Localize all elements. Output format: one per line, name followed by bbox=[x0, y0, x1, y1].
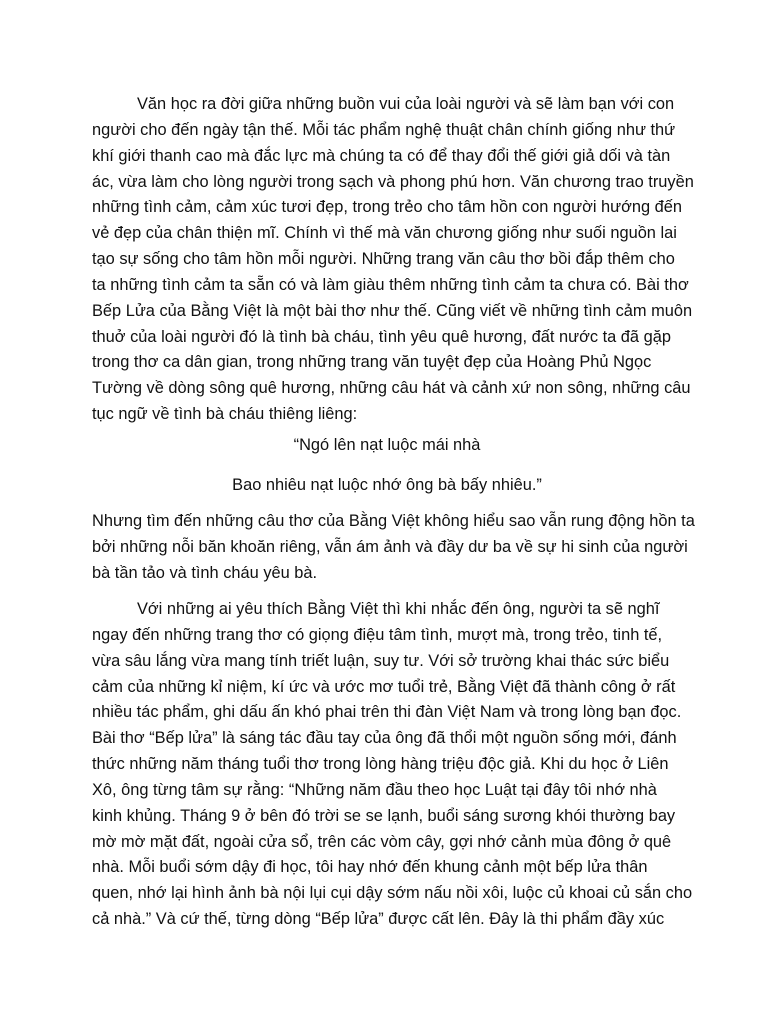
quote-line-2: Bao nhiêu nạt luộc nhớ ông bà bấy nhiêu.” bbox=[232, 476, 542, 494]
quote-line-1: “Ngó lên nạt luộc mái nhà bbox=[293, 436, 481, 454]
paragraph-line: Văn học ra đời giữa những buồn vui của loài người và sẽ làm bạn với con bbox=[137, 95, 675, 113]
paragraph-line: vừa sâu lắng vừa mang tính triết luận, suy tư. Với sở trường khai thác sức biểu bbox=[92, 651, 670, 670]
paragraph-line: Nhưng tìm đến những câu thơ của Bằng Việt không hiểu sao vẫn rung động hồn ta bbox=[92, 512, 695, 530]
paragraph-line: ác, vừa làm cho lòng người trong sạch và phong phú hơn. Văn chương trao truyền bbox=[92, 172, 694, 191]
paragraph-line: tục ngữ về tình bà cháu thiêng liêng: bbox=[92, 405, 358, 424]
paragraph-author bbox=[92, 597, 693, 933]
paragraph-line: ta những tình cảm ta sẵn có và làm giàu thêm những tình cảm ta chưa có. Bài thơ bbox=[92, 275, 689, 294]
paragraph-transition bbox=[92, 509, 695, 587]
paragraph-line: trong thơ ca dân gian, trong những trang văn tuyệt đẹp của Hoàng Phủ Ngọc bbox=[92, 353, 652, 372]
paragraph-line: nhiều tác phẩm, ghi dấu ấn khó phai trên thi đàn Việt Nam và trong lòng bạn đọc. bbox=[92, 703, 682, 722]
paragraph-line: vẻ đẹp của chân thiện mĩ. Chính vì thế mà văn chương giống như suối nguồn lai bbox=[92, 224, 677, 243]
paragraph-line: ngay đến những trang thơ có giọng điệu tâm tình, mượt mà, trong trẻo, tinh tế, bbox=[92, 625, 663, 644]
paragraph-line: Bếp Lửa của Bằng Việt là một bài thơ như thế. Cũng viết về những tình cảm muôn bbox=[92, 301, 693, 320]
paragraph-line: thuở của loài người đó là tình bà cháu, tình yêu quê hương, đất nước ta đã gặp bbox=[92, 327, 671, 346]
paragraph-line: Với những ai yêu thích Bằng Việt thì khi nhắc đến ông, người ta sẽ nghĩ bbox=[137, 600, 660, 618]
paragraph-line: những tình cảm, cảm xúc tươi đẹp, trong trẻo cho tâm hồn con người hướng đến bbox=[92, 198, 683, 217]
paragraph-line: người cho đến ngày tận thế. Mỗi tác phẩm nghệ thuật chân chính giống như thứ bbox=[92, 120, 676, 139]
paragraph-line: Bài thơ “Bếp lửa” là sáng tác đầu tay của ông đã thổi một nguồn sống mới, đánh bbox=[92, 729, 677, 748]
paragraph-line: bà tần tảo và tình cháu yêu bà. bbox=[92, 563, 318, 582]
paragraph-line: thức những năm tháng tuổi thơ trong lòng hàng triệu độc giả. Khi du học ở Liên bbox=[92, 755, 669, 774]
paragraph-line: cả nhà.” Và cứ thế, từng dòng “Bếp lửa” được cất lên. Đây là thi phẩm đầy xúc bbox=[92, 910, 665, 929]
paragraph-line: kinh khủng. Tháng 9 ở bên đó trời se se lạnh, buổi sáng sương khói thường bay bbox=[92, 806, 676, 825]
paragraph-line: quen, nhớ lại hình ảnh bà nội lụi cụi dậy sớm nấu nồi xôi, luộc củ khoai củ sắn cho bbox=[92, 884, 693, 903]
paragraph-line: cảm của những kỉ niệm, kí ức và ước mơ tuổi trẻ, Bằng Việt đã thành công ở rất bbox=[92, 677, 676, 696]
paragraph-line: bởi những nỗi băn khoăn riêng, vẫn ám ảnh và đầy dư ba về sự hi sinh của người bbox=[92, 537, 688, 556]
paragraph-intro bbox=[92, 92, 694, 428]
paragraph-line: khí giới thanh cao mà đắc lực mà chúng ta có để thay đổi thế giới giả dối và tàn bbox=[92, 146, 671, 165]
paragraph-line: Tường về dòng sông quê hương, những câu hát và cảnh xứ non sông, những câu bbox=[92, 379, 691, 398]
paragraph-line: Xô, ông từng tâm sự rằng: “Những năm đầu theo học Luật tại đây tôi nhớ nhà bbox=[92, 780, 657, 799]
paragraph-line: mờ mờ mặt đất, ngoài cửa sổ, trên các vòm cây, gợi nhớ cảnh mùa đông ở quê bbox=[92, 832, 672, 851]
paragraph-line: tạo sự sống cho tâm hồn mỗi người. Những trang văn câu thơ bồi đắp thêm cho bbox=[92, 250, 675, 269]
paragraph-line: nhà. Mỗi buổi sớm dậy đi học, tôi hay nhớ đến khung cảnh một bếp lửa thân bbox=[92, 858, 648, 877]
